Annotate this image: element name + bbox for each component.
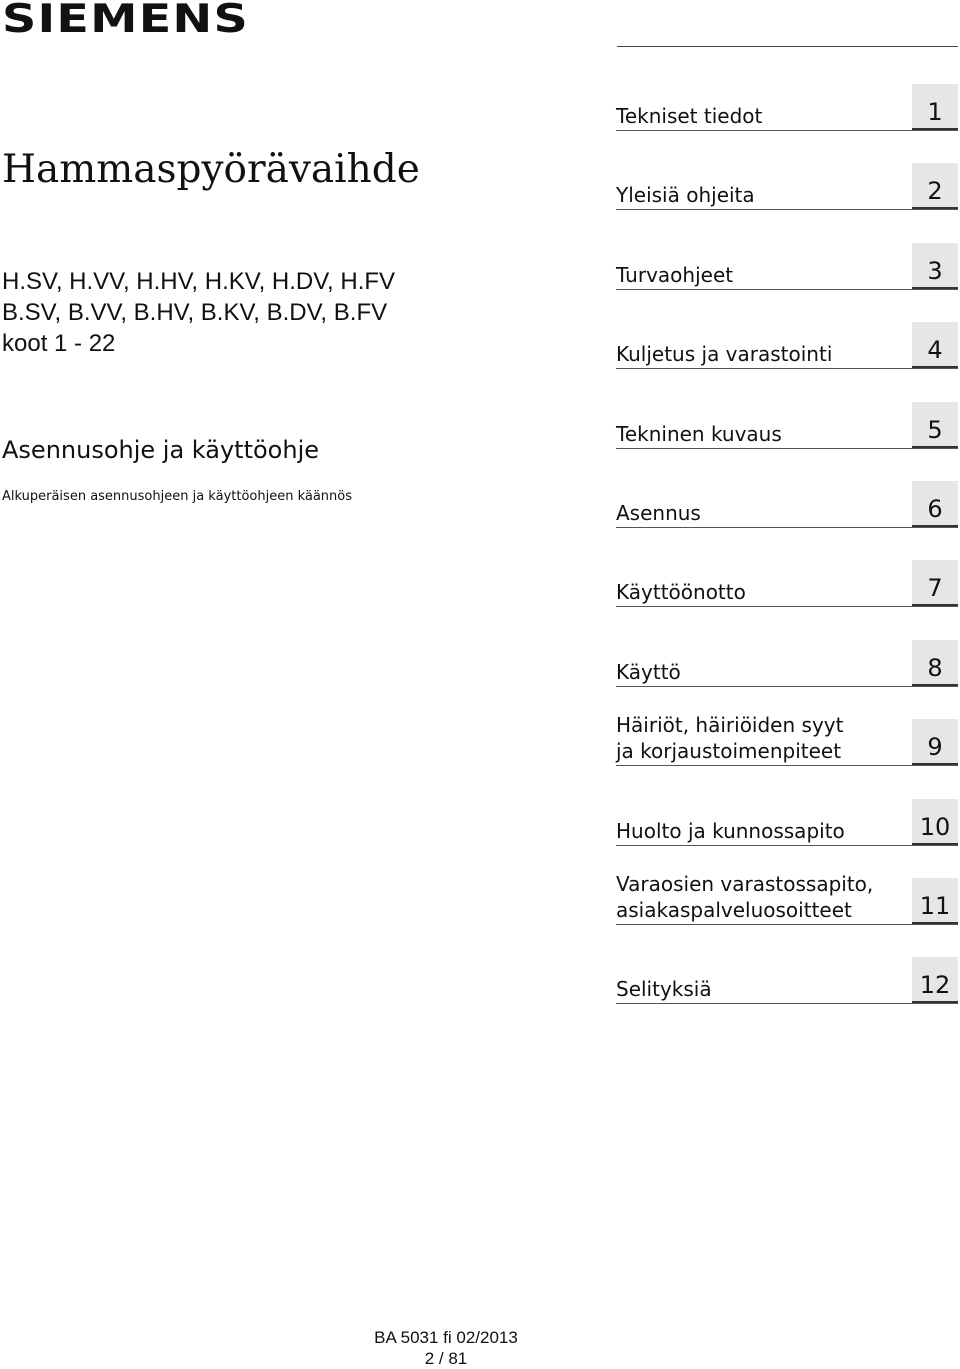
toc-rule <box>616 686 958 687</box>
toc-number: 3 <box>927 256 943 285</box>
toc-label-line: Turvaohjeet <box>616 262 734 287</box>
toc-label-line: Häiriöt, häiriöiden syyt <box>616 713 844 738</box>
toc-item-8[interactable] <box>616 637 958 685</box>
toc-number: 9 <box>927 733 943 762</box>
model-line-h: H.SV, H.VV, H.HV, H.KV, H.DV, H.FV <box>2 268 396 295</box>
toc-number: 1 <box>927 98 943 126</box>
toc-label <box>616 659 681 685</box>
toc-item-3[interactable] <box>616 240 958 288</box>
model-list <box>2 266 395 359</box>
toc-number: 10 <box>919 812 951 841</box>
toc-label <box>616 341 832 367</box>
toc-number: 12 <box>919 971 951 1000</box>
page-title: Hammaspyörävaihde <box>2 147 420 192</box>
toc-rule <box>616 209 958 210</box>
toc-item-5[interactable] <box>616 399 958 447</box>
toc-label <box>616 421 782 447</box>
toc-rule <box>616 765 958 766</box>
toc-item-9[interactable] <box>616 713 958 764</box>
model-sizes: koot 1 - 22 <box>2 330 116 357</box>
toc-item-1[interactable] <box>616 81 958 129</box>
toc-number: 4 <box>927 336 943 365</box>
toc-rule <box>616 1003 958 1004</box>
toc-label-line: Yleisiä ohjeita <box>616 183 755 208</box>
toc-label <box>616 818 845 844</box>
toc-label-line: Selityksiä <box>616 977 712 1002</box>
toc-label-line: Varaosien varastossapito, <box>616 872 874 896</box>
manual-title: Asennusohje ja käyttöohje <box>2 436 320 464</box>
toc-number: 8 <box>927 653 943 682</box>
toc-item-10[interactable] <box>616 796 958 844</box>
toc-item-2[interactable] <box>616 160 958 208</box>
toc-label-line: Huolto ja kunnossapito <box>616 818 845 843</box>
toc-item-11[interactable] <box>616 872 958 923</box>
toc-item-4[interactable] <box>616 319 958 367</box>
toc-label-line: Tekninen kuvaus <box>616 421 782 446</box>
toc-label <box>616 579 746 605</box>
toc-rule <box>616 368 958 369</box>
toc-label <box>616 262 733 288</box>
toc-rule <box>616 606 958 607</box>
document-id: BA 5031 fi 02/2013 <box>374 1328 518 1347</box>
toc-label <box>616 182 755 208</box>
page-number: 2 / 81 <box>424 1349 468 1368</box>
toc-label-line: Käyttöönotto <box>616 580 746 605</box>
toc-rule <box>616 924 958 925</box>
toc-rule <box>616 448 958 449</box>
siemens-logo: SIEMENS <box>2 0 249 42</box>
toc-label <box>616 976 712 1002</box>
toc-label-line: Käyttö <box>616 659 681 684</box>
toc-number: 2 <box>927 177 943 206</box>
toc-label-line: Tekniset tiedot <box>616 104 763 128</box>
toc-label <box>616 871 873 923</box>
toc-label-line: Asennus <box>616 501 701 525</box>
toc-rule <box>616 289 958 290</box>
toc-label <box>616 712 843 764</box>
model-line-b: B.SV, B.VV, B.HV, B.KV, B.DV, B.FV <box>2 299 388 326</box>
toc-item-7[interactable] <box>616 557 958 605</box>
toc-rule <box>616 527 958 528</box>
toc-number: 11 <box>919 892 951 920</box>
toc-item-6[interactable] <box>616 478 958 526</box>
toc-label-line: ja korjaustoimenpiteet <box>616 739 842 764</box>
manual-subtitle: Alkuperäisen asennusohjeen ja käyttöohjeen käännös <box>2 489 353 504</box>
toc-rule <box>616 130 958 131</box>
toc-number: 7 <box>927 574 943 603</box>
toc-number: 5 <box>927 415 943 444</box>
toc-label <box>616 500 701 526</box>
toc-label-line: Kuljetus ja varastointi <box>616 342 833 367</box>
toc-item-12[interactable] <box>616 954 958 1002</box>
top-divider <box>617 46 958 47</box>
toc-label-line: asiakaspalveluosoitteet <box>616 898 852 922</box>
toc-number: 6 <box>927 495 943 523</box>
toc-label <box>616 103 762 129</box>
toc-rule <box>616 845 958 846</box>
